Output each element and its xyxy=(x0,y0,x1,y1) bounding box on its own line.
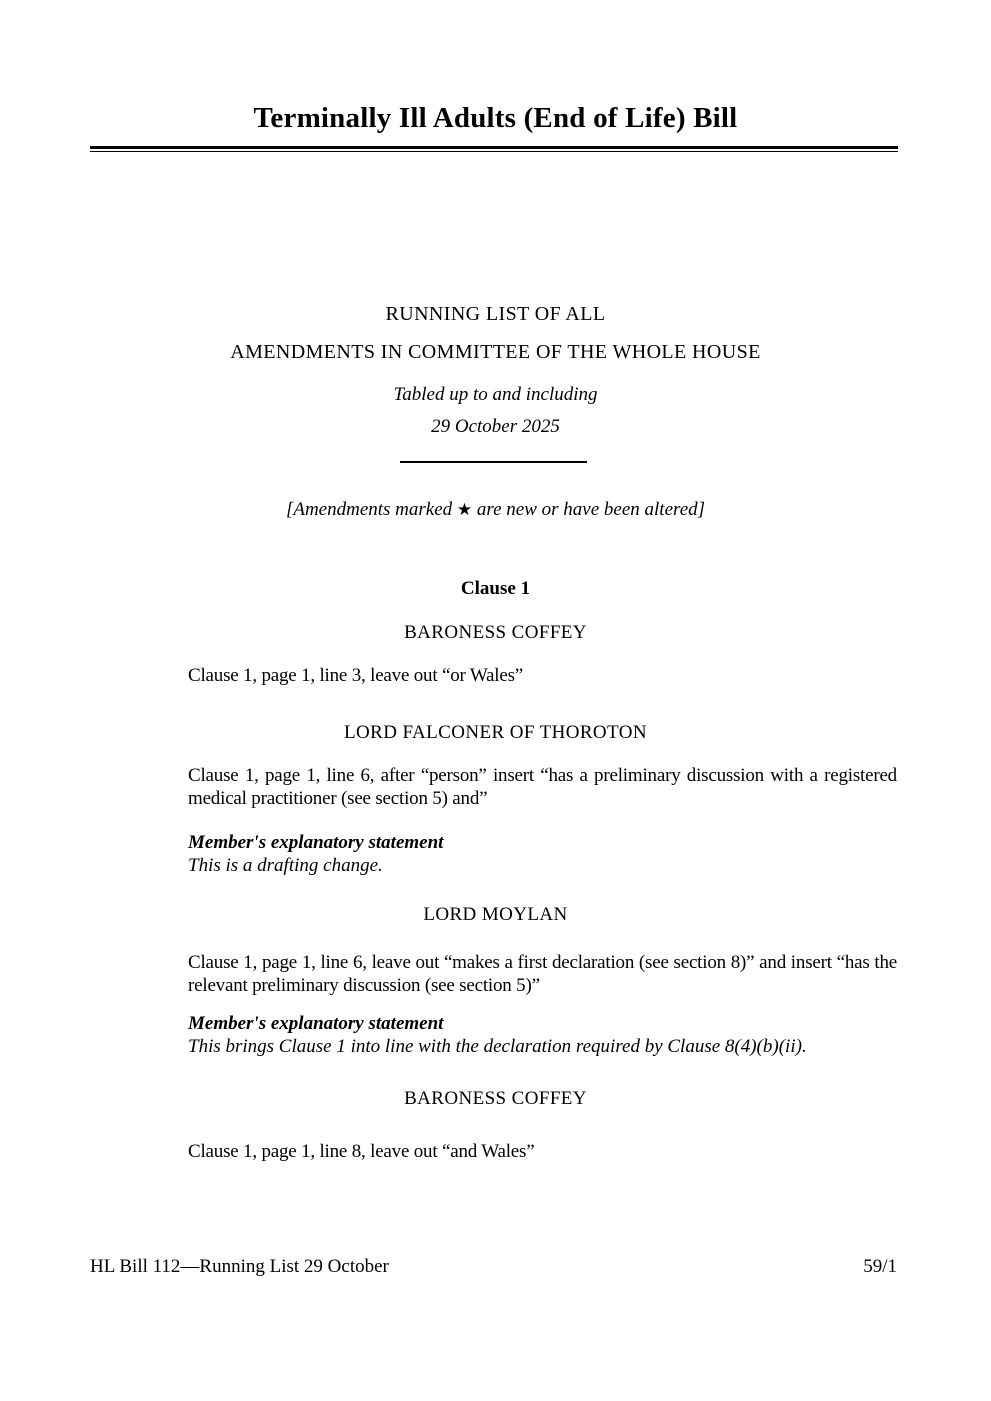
separator-rule xyxy=(400,461,587,463)
amendment-text: Clause 1, page 1, line 8, leave out “and Wales” xyxy=(188,1141,535,1162)
peer-name-lord-falconer: LORD FALCONER OF THOROTON xyxy=(344,722,647,743)
star-note-prefix: [Amendments marked xyxy=(285,499,457,520)
star-note-suffix: are new or have been altered] xyxy=(472,499,706,520)
peer-name-baroness-coffey: BARONESS COFFEY xyxy=(404,1088,587,1109)
footer-page-number: 59/1 xyxy=(863,1256,897,1277)
explanatory-statement-heading: Member's explanatory statement xyxy=(188,1013,444,1034)
amendment-text: Clause 1, page 1, line 6, leave out “makes a first declaration (see section 8)” and insert “has the relevant preliminary discussion (see section 5)” xyxy=(188,952,897,996)
explanatory-statement-text: This is a drafting change. xyxy=(188,855,383,876)
peer-name-baroness-coffey: BARONESS COFFEY xyxy=(404,622,587,643)
star-note xyxy=(0,499,991,521)
page-title: Terminally Ill Adults (End of Life) Bill xyxy=(253,102,738,134)
running-list-heading: RUNNING LIST OF ALL xyxy=(385,303,606,325)
tabled-date: 29 October 2025 xyxy=(431,416,560,437)
footer-bill-number: HL Bill 112—Running List 29 October xyxy=(90,1256,389,1277)
tabled-note: Tabled up to and including xyxy=(393,384,598,405)
explanatory-statement-heading: Member's explanatory statement xyxy=(188,832,444,853)
amendment-text: Clause 1, page 1, line 6, after “person” insert “has a preliminary discussion with a registered medical practitioner (see section 5) and” xyxy=(188,765,897,809)
title-double-rule xyxy=(90,146,898,152)
amendment-text: Clause 1, page 1, line 3, leave out “or Wales” xyxy=(188,665,524,686)
clause-heading: Clause 1 xyxy=(460,578,531,599)
committee-heading: AMENDMENTS IN COMMITTEE OF THE WHOLE HOUSE xyxy=(230,341,761,363)
star-icon: ★ xyxy=(456,500,473,519)
peer-name-lord-moylan: LORD MOYLAN xyxy=(423,904,568,925)
explanatory-statement-text: This brings Clause 1 into line with the declaration required by Clause 8(4)(b)(ii). xyxy=(188,1036,807,1057)
